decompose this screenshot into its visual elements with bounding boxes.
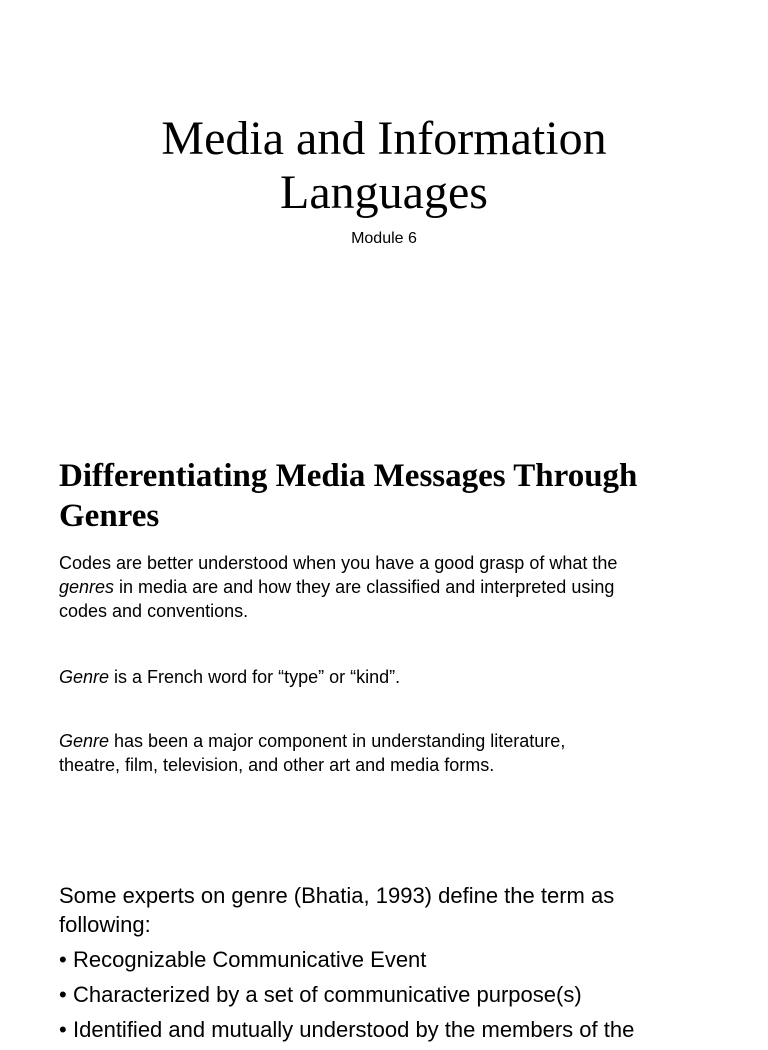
genre-component-line-2: theatre, film, television, and other art and media forms. [59, 755, 495, 775]
intro-line-1: Some experts on genre (Bhatia, 1993) define the term as [59, 883, 615, 908]
definition-list [59, 945, 739, 1050]
genre-component-line-1: has been a major component in understanding literature, [109, 731, 566, 751]
definition-slide [0, 864, 768, 1042]
genre-emphasis: Genre [59, 731, 110, 751]
heading-line-1: Differentiating Media Messages Through [59, 458, 638, 494]
list-item-text: Recognizable Communicative Event [73, 947, 427, 972]
heading-line-2: Genres [59, 498, 160, 534]
codes-line-1: Codes are better understood when you have a good grasp of what the [59, 553, 618, 573]
genres-emphasis: genres [59, 577, 115, 597]
codes-paragraph [59, 551, 719, 623]
list-item [59, 980, 739, 1009]
intro-line-2: following: [59, 912, 151, 937]
bullet-icon: • [59, 982, 67, 1007]
bullet-icon: • [59, 1017, 67, 1042]
list-item-text: Identified and mutually understood by the members of the [73, 1017, 635, 1042]
list-item [59, 1015, 739, 1044]
bullet-icon: • [59, 947, 67, 972]
presentation-subtitle: Module 6 [351, 230, 417, 247]
codes-line-2: in media are and how they are classified and interpreted using [114, 577, 615, 597]
codes-line-3: codes and conventions. [59, 601, 249, 621]
experts-intro [59, 881, 719, 939]
genres-slide [0, 432, 768, 864]
slide-heading [59, 456, 719, 536]
genre-definition-text: is a French word for “type” or “kind”. [109, 667, 401, 687]
genre-definition-paragraph [59, 665, 719, 689]
genre-component-paragraph [59, 729, 719, 777]
title-line-1: Media and Information [161, 112, 607, 165]
title-slide [0, 0, 768, 432]
list-item [59, 945, 739, 974]
list-item-text: Characterized by a set of communicative purpose(s) [73, 982, 582, 1007]
presentation-title [0, 112, 768, 220]
title-line-2: Languages [280, 166, 488, 219]
genre-emphasis: Genre [59, 667, 110, 687]
